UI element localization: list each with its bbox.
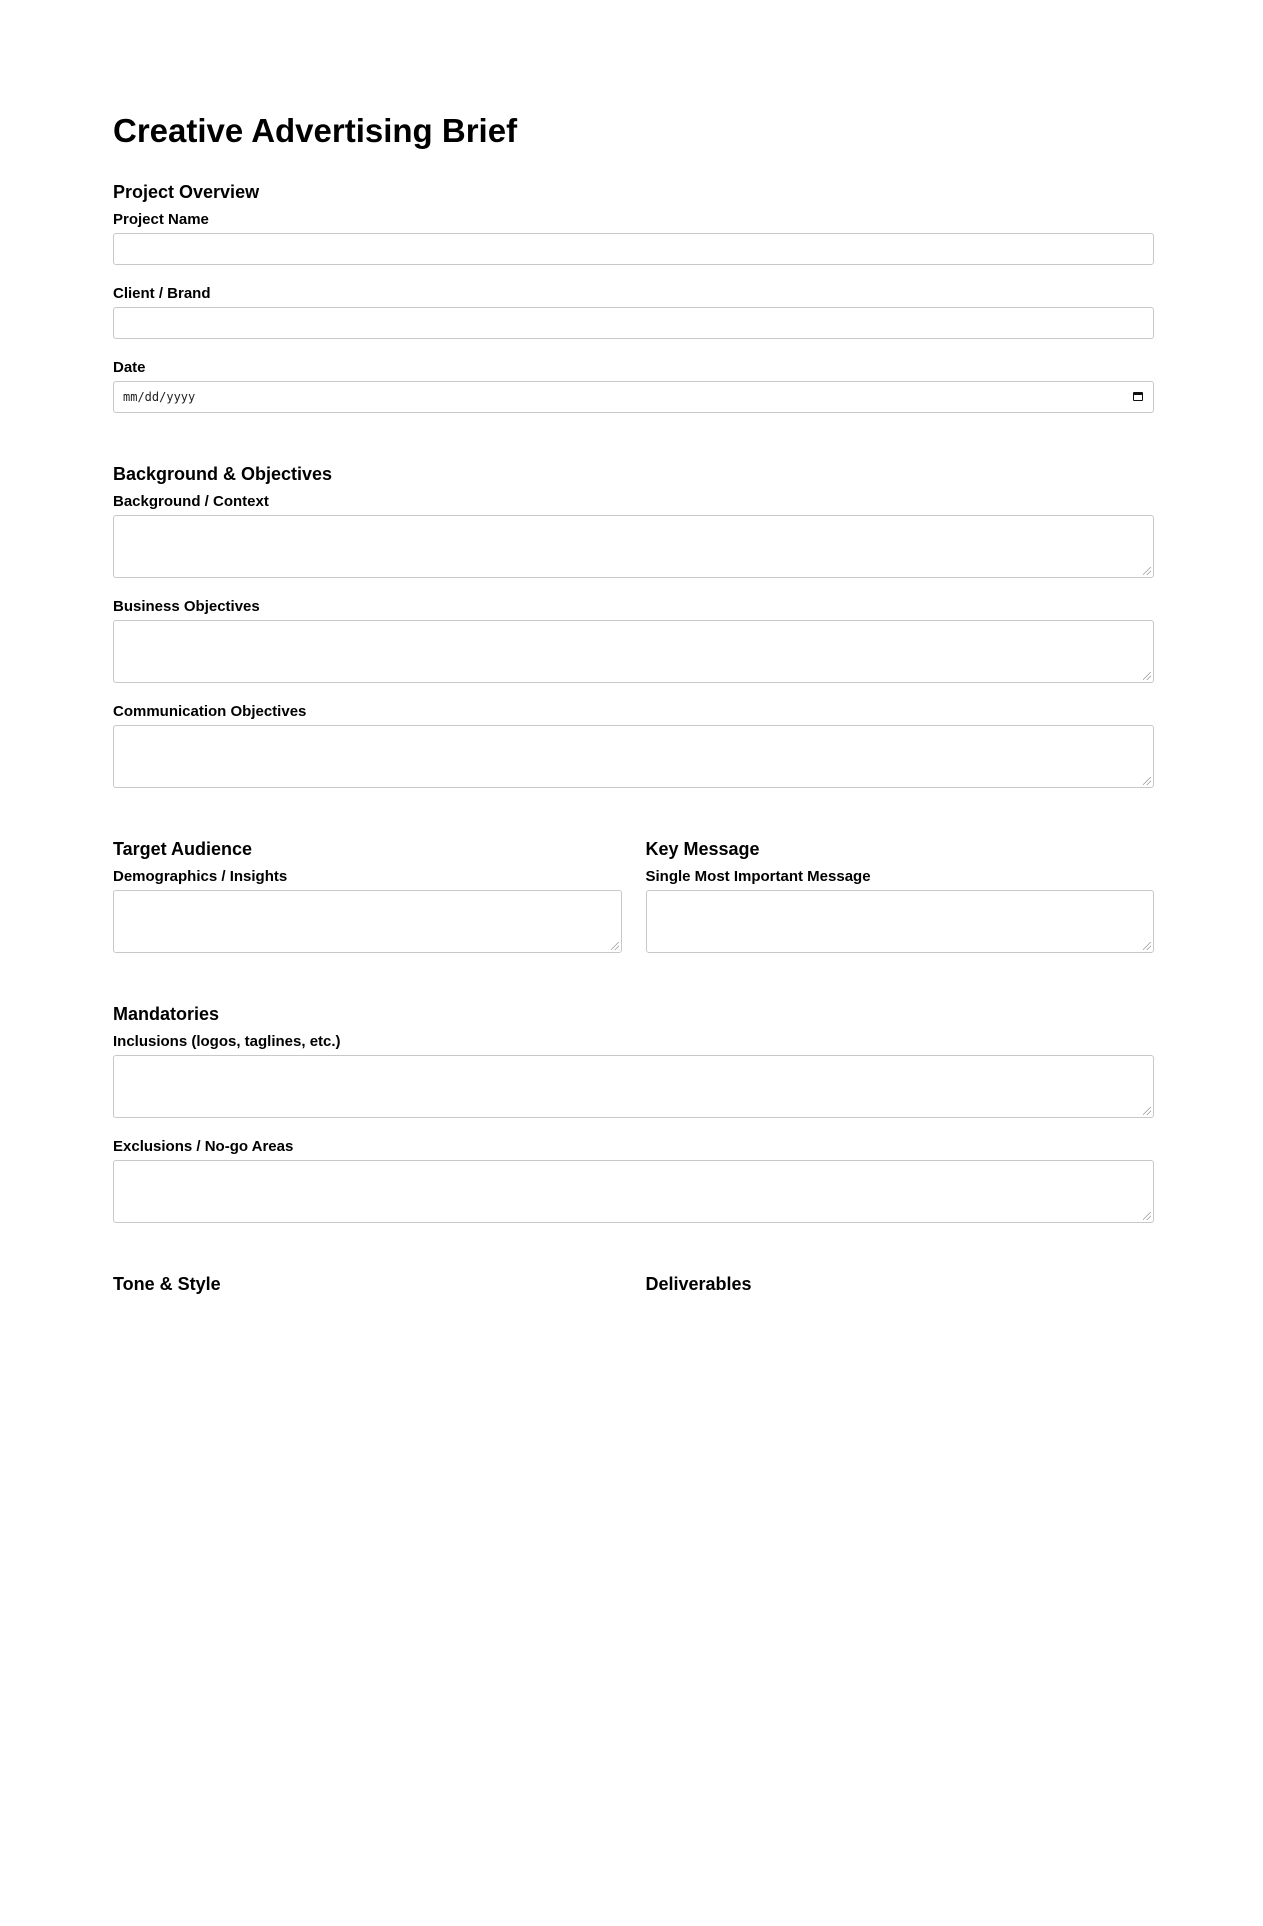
resize-handle-icon[interactable] [1143, 567, 1151, 575]
date-input[interactable] [113, 381, 1154, 413]
date-placeholder: mm/dd/yyyy [123, 390, 196, 404]
exclusions-label: Exclusions / No-go Areas [113, 1138, 294, 1155]
target-audience-section [113, 838, 622, 953]
background-section [113, 463, 1154, 788]
resize-handle-icon[interactable] [1143, 777, 1151, 785]
section-heading: Mandatories [113, 1004, 220, 1024]
resize-handle-icon[interactable] [611, 942, 619, 950]
resize-handle-icon[interactable] [1143, 672, 1151, 680]
demographics-textarea[interactable] [113, 890, 622, 953]
business-objectives-label: Business Objectives [113, 598, 260, 615]
date-label: Date [113, 359, 146, 376]
project-name-label: Project Name [113, 211, 209, 228]
section-heading: Tone & Style [113, 1274, 221, 1294]
client-brand-label: Client / Brand [113, 285, 211, 302]
calendar-icon[interactable] [1133, 392, 1143, 401]
project-overview-section [113, 181, 1154, 413]
deliverables-section [646, 1273, 1155, 1295]
resize-handle-icon[interactable] [1143, 1107, 1151, 1115]
section-heading: Project Overview [113, 182, 260, 202]
tone-deliverables-row [113, 1223, 1154, 1295]
exclusions-textarea[interactable] [113, 1160, 1154, 1223]
resize-handle-icon[interactable] [1143, 942, 1151, 950]
section-heading: Target Audience [113, 839, 253, 859]
communication-objectives-textarea[interactable] [113, 725, 1154, 788]
inclusions-textarea[interactable] [113, 1055, 1154, 1118]
key-message-label: Single Most Important Message [645, 868, 871, 885]
client-brand-input[interactable] [113, 307, 1154, 339]
section-heading: Deliverables [645, 1274, 752, 1294]
communication-objectives-label: Communication Objectives [113, 703, 307, 720]
tone-style-section [113, 1273, 622, 1295]
section-heading: Background & Objectives [113, 464, 333, 484]
section-heading: Key Message [645, 839, 760, 859]
business-objectives-textarea[interactable] [113, 620, 1154, 683]
inclusions-label: Inclusions (logos, taglines, etc.) [113, 1033, 341, 1050]
brief-form [113, 0, 1154, 1295]
demographics-label: Demographics / Insights [113, 868, 288, 885]
key-message-section [646, 838, 1155, 953]
key-message-textarea[interactable] [646, 890, 1155, 953]
mandatories-section [113, 1003, 1154, 1223]
background-context-label: Background / Context [113, 493, 269, 510]
background-context-textarea[interactable] [113, 515, 1154, 578]
page-title: Creative Advertising Brief [113, 112, 518, 149]
project-name-input[interactable] [113, 233, 1154, 265]
resize-handle-icon[interactable] [1143, 1212, 1151, 1220]
audience-message-row [113, 788, 1154, 953]
